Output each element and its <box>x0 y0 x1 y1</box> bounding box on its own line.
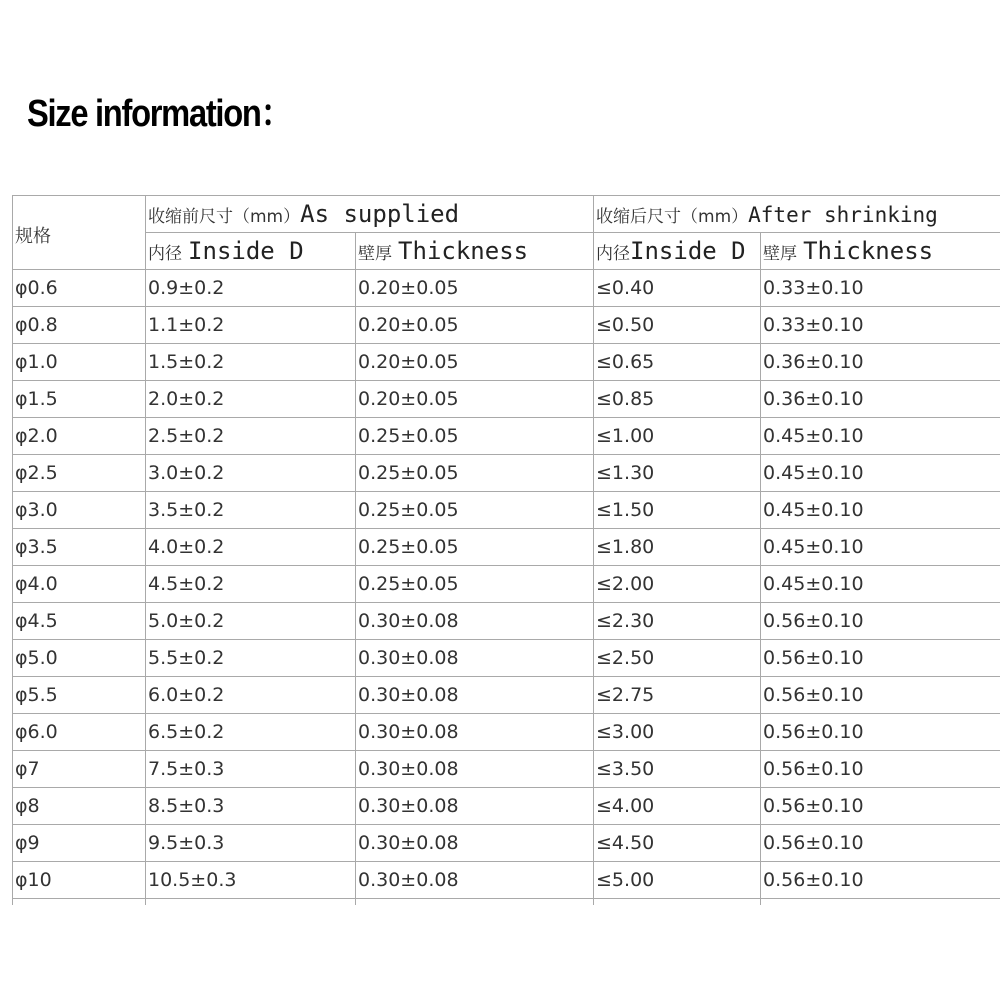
table-row <box>13 714 1000 751</box>
spec-cell: φ8 <box>13 788 146 825</box>
shrunk-inside-d-cell: ≤0.40 <box>594 270 761 307</box>
shrunk-thickness-cell: 0.36±0.10 <box>761 381 1000 418</box>
spec-cell: φ5.5 <box>13 677 146 714</box>
spec-cell: φ4.0 <box>13 566 146 603</box>
supplied-inside-d-cell: 1.1±0.2 <box>146 307 356 344</box>
supplied-thickness-cell: 0.30±0.08 <box>356 862 594 899</box>
supplied-thickness-cell: 0.25±0.05 <box>356 529 594 566</box>
shrunk-thickness-header <box>761 233 1000 270</box>
shrunk-inside-d-cell: ≤0.50 <box>594 307 761 344</box>
table-row <box>13 677 1000 714</box>
supplied-inside-d-cell: 0.9±0.2 <box>146 270 356 307</box>
table-row <box>13 307 1000 344</box>
supplied-thickness-cell: 0.20±0.05 <box>356 270 594 307</box>
header-row-groups <box>13 196 1000 233</box>
table-row <box>13 418 1000 455</box>
shrunk-inside-d-cell: ≤5.00 <box>594 862 761 899</box>
table-tail-cell <box>356 899 594 906</box>
after-shrinking-header <box>594 196 1000 233</box>
supplied-thickness-header <box>356 233 594 270</box>
shrunk-inside-d-cell: ≤1.00 <box>594 418 761 455</box>
supplied-inside-d-cell: 1.5±0.2 <box>146 344 356 381</box>
supplied-thickness-cell: 0.25±0.05 <box>356 566 594 603</box>
table-tail-cell <box>594 899 761 906</box>
supplied-thickness-cell: 0.25±0.05 <box>356 492 594 529</box>
as-supplied-header-en: As supplied <box>300 200 460 228</box>
shrunk-thickness-cell: 0.45±0.10 <box>761 418 1000 455</box>
table-tail-cell <box>761 899 1000 906</box>
shrunk-thickness-cell: 0.56±0.10 <box>761 788 1000 825</box>
spec-cell: φ1.0 <box>13 344 146 381</box>
supplied-thickness-cell: 0.20±0.05 <box>356 307 594 344</box>
shrunk-thickness-cn: 壁厚 <box>763 244 798 264</box>
shrunk-thickness-cell: 0.45±0.10 <box>761 455 1000 492</box>
table-row <box>13 492 1000 529</box>
supplied-thickness-cell: 0.30±0.08 <box>356 714 594 751</box>
spec-cell: φ2.0 <box>13 418 146 455</box>
table-row <box>13 603 1000 640</box>
table-row <box>13 566 1000 603</box>
table-tail-cell <box>13 899 146 906</box>
spec-header: 规格 <box>13 196 146 270</box>
shrunk-thickness-cell: 0.45±0.10 <box>761 566 1000 603</box>
spec-cell: φ4.5 <box>13 603 146 640</box>
shrunk-inside-d-cell: ≤0.65 <box>594 344 761 381</box>
shrunk-inside-d-cell: ≤1.30 <box>594 455 761 492</box>
table-row <box>13 751 1000 788</box>
table-row <box>13 529 1000 566</box>
shrunk-inside-d-en: Inside D <box>630 237 746 265</box>
shrunk-inside-d-cell: ≤0.85 <box>594 381 761 418</box>
supplied-inside-d-cell: 10.5±0.3 <box>146 862 356 899</box>
spec-cell: φ0.8 <box>13 307 146 344</box>
table-tail-cell <box>146 899 356 906</box>
spec-cell: φ1.5 <box>13 381 146 418</box>
supplied-inside-d-cell: 2.0±0.2 <box>146 381 356 418</box>
supplied-inside-d-cell: 6.5±0.2 <box>146 714 356 751</box>
shrunk-inside-d-cell: ≤2.75 <box>594 677 761 714</box>
supplied-inside-d-cell: 3.0±0.2 <box>146 455 356 492</box>
shrunk-inside-d-cell: ≤2.00 <box>594 566 761 603</box>
as-supplied-header <box>146 196 594 233</box>
supplied-inside-d-cell: 4.5±0.2 <box>146 566 356 603</box>
spec-cell: φ0.6 <box>13 270 146 307</box>
supplied-thickness-cell: 0.30±0.08 <box>356 677 594 714</box>
supplied-thickness-cell: 0.20±0.05 <box>356 381 594 418</box>
supplied-inside-d-header <box>146 233 356 270</box>
supplied-thickness-en: Thickness <box>398 237 529 265</box>
supplied-thickness-cn: 壁厚 <box>358 244 392 264</box>
after-shrinking-header-cn: 收缩后尺寸（mm） <box>596 206 749 227</box>
table-row <box>13 788 1000 825</box>
supplied-thickness-cell: 0.25±0.05 <box>356 455 594 492</box>
shrunk-thickness-cell: 0.45±0.10 <box>761 492 1000 529</box>
table-tail <box>13 899 1000 906</box>
supplied-thickness-cell: 0.20±0.05 <box>356 344 594 381</box>
shrunk-thickness-cell: 0.33±0.10 <box>761 270 1000 307</box>
spec-cell: φ6.0 <box>13 714 146 751</box>
shrunk-thickness-cell: 0.56±0.10 <box>761 714 1000 751</box>
shrunk-thickness-cell: 0.56±0.10 <box>761 640 1000 677</box>
table-row <box>13 381 1000 418</box>
shrunk-inside-d-cn: 内径 <box>596 244 631 264</box>
shrunk-thickness-cell: 0.56±0.10 <box>761 677 1000 714</box>
supplied-thickness-cell: 0.30±0.08 <box>356 788 594 825</box>
supplied-inside-d-cell: 2.5±0.2 <box>146 418 356 455</box>
spec-cell: φ7 <box>13 751 146 788</box>
header-row-columns <box>13 233 1000 270</box>
shrunk-inside-d-header <box>594 233 761 270</box>
shrunk-thickness-cell: 0.36±0.10 <box>761 344 1000 381</box>
table-row <box>13 862 1000 899</box>
supplied-inside-d-cell: 7.5±0.3 <box>146 751 356 788</box>
spec-cell: φ3.0 <box>13 492 146 529</box>
spec-cell: φ9 <box>13 825 146 862</box>
spec-cell: φ3.5 <box>13 529 146 566</box>
supplied-thickness-cell: 0.30±0.08 <box>356 825 594 862</box>
supplied-inside-d-cn: 内径 <box>148 244 182 264</box>
shrunk-inside-d-cell: ≤3.50 <box>594 751 761 788</box>
size-table <box>12 195 1000 905</box>
supplied-thickness-cell: 0.30±0.08 <box>356 640 594 677</box>
shrunk-thickness-en: Thickness <box>803 237 934 265</box>
table-row <box>13 640 1000 677</box>
shrunk-thickness-cell: 0.33±0.10 <box>761 307 1000 344</box>
supplied-thickness-cell: 0.25±0.05 <box>356 418 594 455</box>
shrunk-inside-d-cell: ≤3.00 <box>594 714 761 751</box>
supplied-inside-d-cell: 6.0±0.2 <box>146 677 356 714</box>
spec-cell: φ10 <box>13 862 146 899</box>
spec-cell: φ2.5 <box>13 455 146 492</box>
shrunk-thickness-cell: 0.56±0.10 <box>761 862 1000 899</box>
shrunk-inside-d-cell: ≤2.30 <box>594 603 761 640</box>
as-supplied-header-cn: 收缩前尺寸（mm） <box>148 207 301 227</box>
shrunk-thickness-cell: 0.45±0.10 <box>761 529 1000 566</box>
table-row <box>13 344 1000 381</box>
table-row <box>13 455 1000 492</box>
shrunk-thickness-cell: 0.56±0.10 <box>761 825 1000 862</box>
supplied-thickness-cell: 0.30±0.08 <box>356 751 594 788</box>
supplied-inside-d-cell: 5.5±0.2 <box>146 640 356 677</box>
page-title: Size information： <box>27 93 292 135</box>
shrunk-inside-d-cell: ≤2.50 <box>594 640 761 677</box>
supplied-inside-d-cell: 5.0±0.2 <box>146 603 356 640</box>
supplied-inside-d-cell: 9.5±0.3 <box>146 825 356 862</box>
supplied-inside-d-cell: 8.5±0.3 <box>146 788 356 825</box>
supplied-inside-d-en: Inside D <box>188 237 304 265</box>
shrunk-inside-d-cell: ≤1.80 <box>594 529 761 566</box>
shrunk-thickness-cell: 0.56±0.10 <box>761 751 1000 788</box>
shrunk-thickness-cell: 0.56±0.10 <box>761 603 1000 640</box>
supplied-inside-d-cell: 4.0±0.2 <box>146 529 356 566</box>
shrunk-inside-d-cell: ≤4.00 <box>594 788 761 825</box>
after-shrinking-header-en: After shrinking <box>748 202 938 227</box>
supplied-inside-d-cell: 3.5±0.2 <box>146 492 356 529</box>
spec-cell: φ5.0 <box>13 640 146 677</box>
table-row <box>13 825 1000 862</box>
table-row <box>13 270 1000 307</box>
shrunk-inside-d-cell: ≤4.50 <box>594 825 761 862</box>
supplied-thickness-cell: 0.30±0.08 <box>356 603 594 640</box>
shrunk-inside-d-cell: ≤1.50 <box>594 492 761 529</box>
